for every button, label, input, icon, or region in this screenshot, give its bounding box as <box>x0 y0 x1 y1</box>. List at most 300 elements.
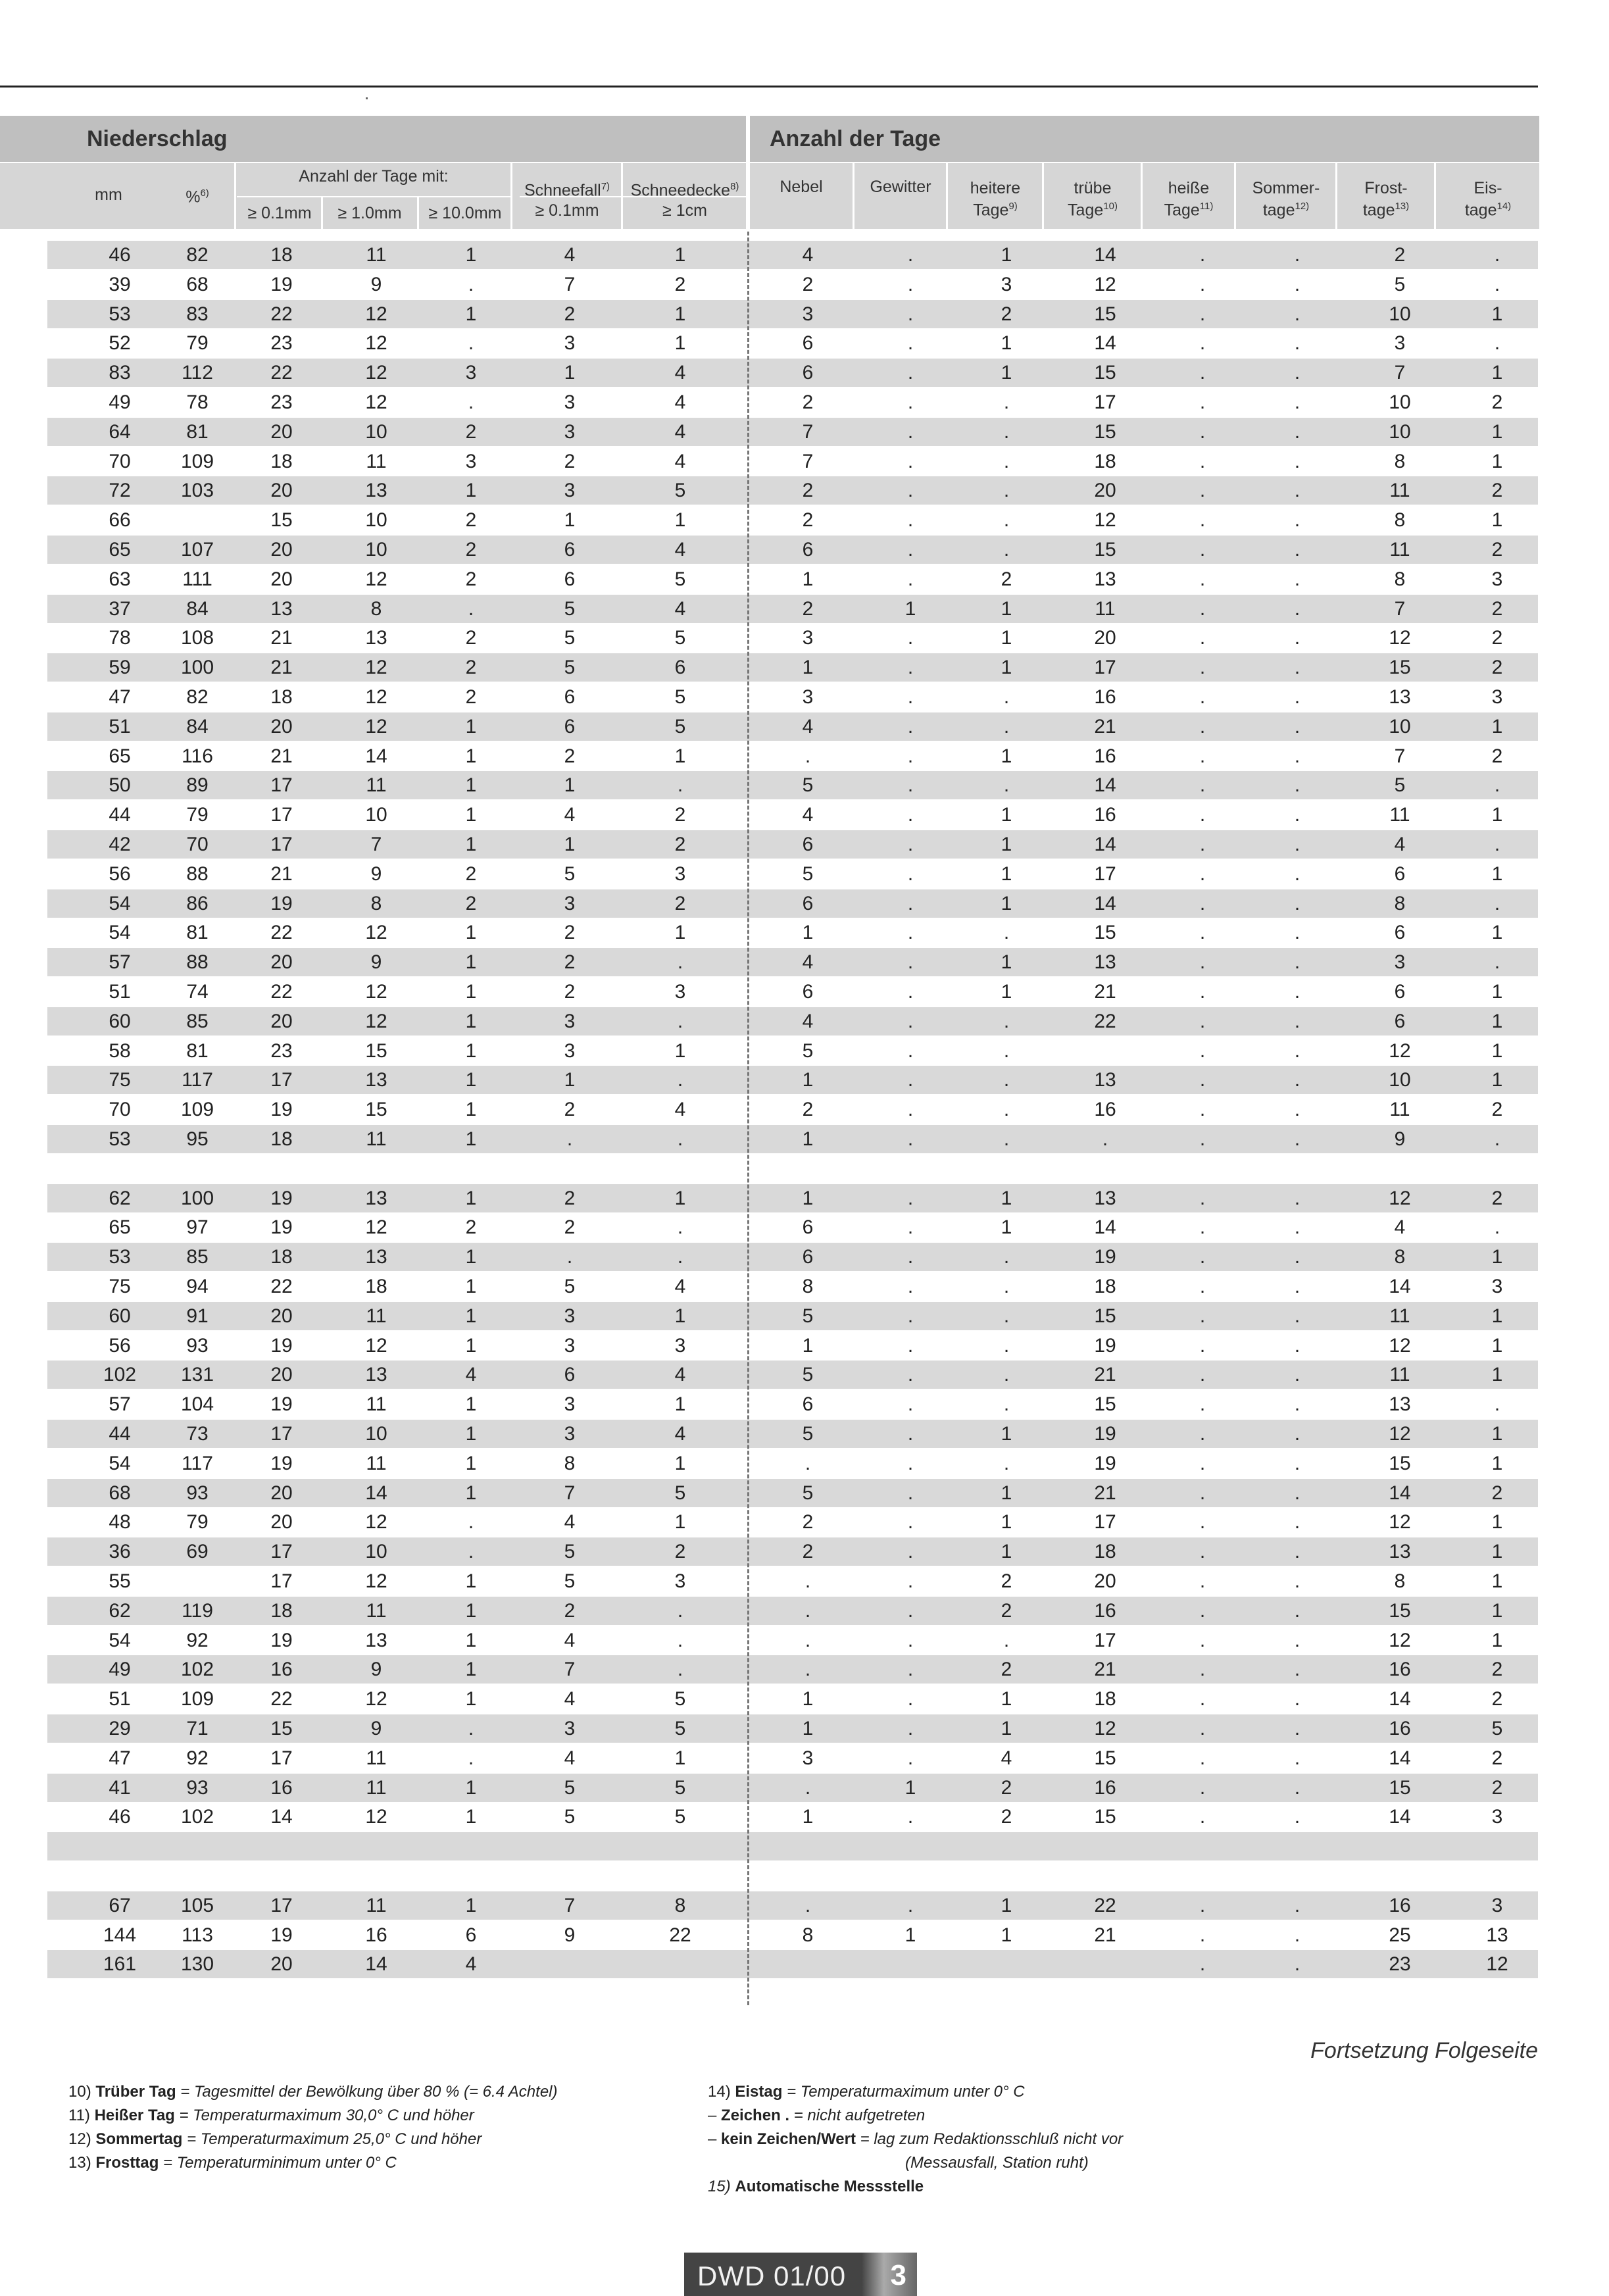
cell-schneefall: 4 <box>564 804 576 826</box>
cell-mm: 47 <box>109 686 131 708</box>
cell-frosttage: 10 <box>1389 420 1411 443</box>
col-schneefall: Schneefall$^{7)}$ <box>524 181 610 200</box>
cell-pct: 111 <box>182 568 212 590</box>
cell-nebel: 4 <box>802 804 814 826</box>
cell-truebe: 18 <box>1094 450 1116 472</box>
cell-sommertage: . <box>1294 1718 1300 1739</box>
cell-gewitter: . <box>907 1099 914 1121</box>
cell-eistage: 2 <box>1491 1776 1503 1799</box>
cell-heitere: 2 <box>1001 568 1012 590</box>
cell-ge01: 16 <box>270 1776 293 1799</box>
footnote-12: 12) Sommertag = Temperaturmaximum 25,0° C und höher <box>68 2130 482 2148</box>
table-row <box>47 536 1538 564</box>
cell-schneefall: 4 <box>564 1511 576 1534</box>
cell-eistage: 3 <box>1491 1276 1503 1297</box>
cell-gewitter: . <box>907 951 914 974</box>
cell-heisse: . <box>1199 303 1206 325</box>
cell-nebel: 3 <box>802 1747 814 1769</box>
cell-gewitter: . <box>907 804 914 826</box>
table-row <box>47 860 1538 888</box>
cell-sommertage: . <box>1294 1599 1300 1622</box>
cell-sommertage: . <box>1294 1128 1300 1150</box>
cell-sommertage: . <box>1294 362 1300 384</box>
cell-truebe: 19 <box>1094 1423 1116 1445</box>
cell-frosttage: 12 <box>1389 1187 1411 1209</box>
footnote-kein-zeichen: – kein Zeichen/Wert = lag zum Redaktionsschluß nicht vor <box>708 2130 1124 2148</box>
cell-truebe: 16 <box>1094 686 1116 708</box>
cell-truebe: 17 <box>1094 862 1116 885</box>
cell-ge10: 12 <box>365 1010 387 1032</box>
cell-schneedecke: 22 <box>669 1924 691 1946</box>
cell-heisse: . <box>1199 1423 1206 1445</box>
cell-mm: 60 <box>109 1305 131 1327</box>
cell-heisse: . <box>1199 1039 1206 1062</box>
cell-ge01: 20 <box>270 715 293 737</box>
table-row <box>47 1360 1538 1389</box>
cell-sommertage: . <box>1294 539 1300 561</box>
cell-schneedecke: 2 <box>674 804 686 826</box>
cell-truebe: 19 <box>1094 1334 1116 1357</box>
cell-mm: 41 <box>109 1776 131 1799</box>
cell-truebe: 15 <box>1094 362 1116 384</box>
table-row <box>47 1213 1538 1241</box>
table-row <box>47 300 1538 328</box>
cell-ge10: 9 <box>370 951 382 974</box>
cell-frosttage: 7 <box>1394 362 1406 384</box>
cell-schneefall: 1 <box>564 362 576 384</box>
cell-gewitter: . <box>907 1718 914 1739</box>
cell-heisse: . <box>1199 1364 1206 1386</box>
cell-nebel: . <box>804 1776 811 1799</box>
cell-ge100: 2 <box>465 1216 477 1239</box>
cell-ge10: 12 <box>365 1688 387 1710</box>
badge-fade <box>862 2253 917 2296</box>
cell-ge01: 19 <box>270 1099 293 1121</box>
cell-heitere: 1 <box>1001 804 1012 826</box>
cell-nebel: 5 <box>802 1423 814 1445</box>
cell-ge01: 23 <box>270 391 293 413</box>
cell-sommertage: . <box>1294 657 1300 679</box>
cell-ge01: 23 <box>270 1039 293 1062</box>
cell-mm: 75 <box>109 1276 131 1297</box>
cell-gewitter: . <box>907 450 914 472</box>
cell-truebe: 20 <box>1094 1570 1116 1592</box>
cell-frosttage: 8 <box>1394 1570 1406 1592</box>
cell-frosttage: 12 <box>1389 1629 1411 1651</box>
table-row <box>47 1095 1538 1124</box>
cell-frosttage: 11 <box>1389 1364 1410 1386</box>
cell-heitere: . <box>1003 1039 1010 1062</box>
cell-eistage: 1 <box>1491 450 1503 472</box>
cell-heitere: 1 <box>1001 834 1012 855</box>
cell-heisse: . <box>1199 1541 1206 1563</box>
cell-eistage: 2 <box>1491 1482 1503 1504</box>
cell-truebe: 12 <box>1094 509 1116 532</box>
table-row <box>47 1685 1538 1713</box>
cell-ge10: 18 <box>365 1276 387 1297</box>
cell-nebel: 2 <box>802 1541 814 1563</box>
cell-heisse: . <box>1199 362 1206 384</box>
cell-schneefall: 1 <box>564 509 576 532</box>
cell-sommertage: . <box>1294 1806 1300 1828</box>
cell-heisse: . <box>1199 1276 1206 1297</box>
cell-nebel: 1 <box>802 1069 814 1091</box>
cell-schneedecke: 4 <box>674 362 686 384</box>
table-row <box>47 565 1538 593</box>
cell-schneefall: 9 <box>564 1924 576 1946</box>
cell-eistage: 2 <box>1491 1688 1503 1710</box>
cell-nebel: 1 <box>802 568 814 590</box>
cell-pct: 84 <box>186 597 209 620</box>
cell-ge01: 17 <box>270 804 293 826</box>
cell-gewitter: . <box>907 303 914 325</box>
cell-ge10: 12 <box>365 657 387 679</box>
cell-eistage: 2 <box>1491 391 1503 413</box>
cell-mm: 53 <box>109 1128 131 1150</box>
cell-frosttage: 7 <box>1394 597 1406 620</box>
cell-pct: 94 <box>186 1276 209 1297</box>
cell-frosttage: 9 <box>1394 1128 1406 1150</box>
cell-frosttage: 10 <box>1389 1069 1411 1091</box>
cell-sommertage: . <box>1294 1099 1300 1121</box>
cell-heisse: . <box>1199 332 1206 355</box>
cell-sommertage: . <box>1294 922 1300 944</box>
cell-pct: 117 <box>182 1452 213 1474</box>
col-ge01: ≥ 0.1mm <box>247 204 312 222</box>
cell-heisse: . <box>1199 892 1206 914</box>
niederschlag-title: Niederschlag <box>87 126 228 151</box>
cell-truebe: 19 <box>1094 1246 1116 1268</box>
cell-nebel: 1 <box>802 1718 814 1739</box>
cell-frosttage: 6 <box>1394 1010 1406 1032</box>
cell-sommertage: . <box>1294 450 1300 472</box>
cell-eistage: 3 <box>1491 1894 1503 1916</box>
cell-heitere: 1 <box>1001 1216 1012 1239</box>
cell-schneefall: . <box>566 1246 573 1268</box>
cell-ge100: 1 <box>465 1659 477 1681</box>
cell-eistage: . <box>1494 892 1500 914</box>
cell-mm: 46 <box>109 244 131 266</box>
table-row <box>47 1272 1538 1301</box>
cell-gewitter: 1 <box>904 1924 916 1946</box>
cell-nebel: 4 <box>802 715 814 737</box>
col-schneedecke: Schneedecke$^{8)}$ <box>630 181 739 200</box>
cell-frosttage: 5 <box>1394 774 1406 797</box>
cell-heitere: 2 <box>1001 1659 1012 1681</box>
cell-truebe: 21 <box>1094 1924 1116 1946</box>
cell-eistage: 1 <box>1491 1246 1503 1268</box>
cell-mm: 57 <box>109 951 131 974</box>
cell-ge100: 1 <box>465 951 477 974</box>
cell-schneedecke: 5 <box>674 1718 686 1739</box>
cell-ge100: . <box>468 1541 474 1563</box>
cell-nebel: 5 <box>802 1305 814 1327</box>
table-row <box>47 329 1538 357</box>
cell-frosttage: 8 <box>1394 1246 1406 1268</box>
cell-truebe: 17 <box>1094 391 1116 413</box>
cell-mm: 44 <box>109 804 131 826</box>
cell-schneefall: 3 <box>564 480 576 502</box>
cell-eistage: 2 <box>1491 1187 1503 1209</box>
cell-pct: 79 <box>186 804 209 826</box>
cell-ge01: 17 <box>270 834 293 855</box>
cell-heitere: 1 <box>1001 1894 1012 1916</box>
cell-eistage: 5 <box>1491 1718 1503 1739</box>
cell-mm: 56 <box>109 1334 131 1357</box>
footnote-13: 13) Frosttag = Temperaturminimum unter 0° C <box>68 2154 397 2172</box>
cell-ge100: 1 <box>465 981 477 1003</box>
cell-mm: 57 <box>109 1393 131 1416</box>
cell-mm: 102 <box>103 1364 137 1386</box>
cell-heitere: 2 <box>1001 1570 1012 1592</box>
cell-pct: 81 <box>186 1039 209 1062</box>
cell-gewitter: . <box>907 1659 914 1681</box>
table-row <box>47 1125 1538 1153</box>
cell-schneefall: 7 <box>564 273 576 295</box>
table-row <box>47 771 1538 799</box>
cell-truebe: 14 <box>1094 1216 1116 1239</box>
continuation-note: Fortsetzung Folgeseite <box>1310 2038 1538 2063</box>
cell-nebel: . <box>804 745 811 767</box>
cell-gewitter: . <box>907 1128 914 1150</box>
cell-sommertage: . <box>1294 1776 1300 1799</box>
cell-heisse: . <box>1199 244 1206 266</box>
footnote-15: 15) Automatische Messstelle <box>708 2178 924 2195</box>
cell-ge10: 11 <box>366 1599 387 1622</box>
cell-eistage: 1 <box>1491 1039 1503 1062</box>
cell-nebel: 5 <box>802 1039 814 1062</box>
cell-ge10: 11 <box>366 1894 387 1916</box>
table-row <box>47 1921 1538 1949</box>
cell-frosttage: 11 <box>1389 1305 1410 1327</box>
col-gewitter: Gewitter <box>870 178 931 196</box>
table-row <box>47 1066 1538 1094</box>
cell-ge100: 1 <box>465 1688 477 1710</box>
cell-ge10: 8 <box>370 892 382 914</box>
cell-gewitter: . <box>907 509 914 532</box>
cell-ge01: 17 <box>270 1541 293 1563</box>
cell-frosttage: 3 <box>1394 951 1406 974</box>
cell-pct: 107 <box>180 539 214 561</box>
cell-sommertage: . <box>1294 892 1300 914</box>
cell-ge10: 13 <box>365 1187 387 1209</box>
cell-eistage: 1 <box>1491 1364 1503 1386</box>
cell-heisse: . <box>1199 922 1206 944</box>
cell-schneedecke: . <box>677 1629 683 1651</box>
cell-schneedecke: 5 <box>674 480 686 502</box>
cell-ge01: 19 <box>270 892 293 914</box>
cell-heisse: . <box>1199 420 1206 443</box>
cell-mm: 46 <box>109 1806 131 1828</box>
cell-frosttage: 15 <box>1389 1452 1411 1474</box>
cell-heitere: 4 <box>1001 1747 1012 1769</box>
cell-gewitter: . <box>907 1276 914 1297</box>
cell-ge100: 1 <box>465 774 477 797</box>
cell-schneefall: 2 <box>564 1599 576 1622</box>
table-row <box>47 1184 1538 1212</box>
cell-truebe: 15 <box>1094 303 1116 325</box>
cell-pct: 95 <box>186 1128 209 1150</box>
cell-ge10: 12 <box>365 1806 387 1828</box>
cell-nebel: 7 <box>802 450 814 472</box>
cell-nebel: 3 <box>802 627 814 649</box>
cell-pct: 82 <box>186 686 209 708</box>
footer-label: DWD 01/00 <box>697 2260 847 2291</box>
cell-eistage: 2 <box>1491 1659 1503 1681</box>
cell-frosttage: 16 <box>1389 1659 1411 1681</box>
cell-ge01: 20 <box>270 1364 293 1386</box>
cell-sommertage: . <box>1294 597 1300 620</box>
col-mm: mm <box>95 186 122 204</box>
cell-truebe: 16 <box>1094 804 1116 826</box>
cell-frosttage: 14 <box>1389 1806 1411 1828</box>
cell-pct: 93 <box>186 1776 209 1799</box>
cell-schneedecke: 5 <box>674 686 686 708</box>
cell-ge100: 6 <box>465 1924 477 1946</box>
cell-ge100: 2 <box>465 539 477 561</box>
cell-ge01: 19 <box>270 1216 293 1239</box>
cell-ge10: 13 <box>365 1069 387 1091</box>
cell-sommertage: . <box>1294 391 1300 413</box>
table-row <box>47 712 1538 741</box>
cell-eistage: 2 <box>1491 1747 1503 1769</box>
cell-pct: 68 <box>186 273 209 295</box>
cell-heisse: . <box>1199 834 1206 855</box>
cell-sommertage: . <box>1294 1924 1300 1946</box>
cell-heitere: 1 <box>1001 862 1012 885</box>
cell-sommertage: . <box>1294 1423 1300 1445</box>
cell-pct: 116 <box>182 745 213 767</box>
cell-schneedecke: 4 <box>674 597 686 620</box>
cell-mm: 51 <box>109 715 131 737</box>
cell-gewitter: . <box>907 657 914 679</box>
cell-heitere: 1 <box>1001 362 1012 384</box>
cell-mm: 63 <box>109 568 131 590</box>
cell-ge01: 22 <box>270 362 293 384</box>
cell-truebe: 15 <box>1094 539 1116 561</box>
cell-truebe: 13 <box>1094 1069 1116 1091</box>
table-row <box>47 1655 1538 1684</box>
cell-ge10: 12 <box>365 715 387 737</box>
cell-nebel: 2 <box>802 391 814 413</box>
cell-eistage: . <box>1494 951 1500 974</box>
cell-pct: 79 <box>186 332 209 355</box>
footnote-14: 14) Eistag = Temperaturmaximum unter 0° C <box>708 2083 1025 2101</box>
cell-gewitter: . <box>907 1806 914 1828</box>
cell-pct: 81 <box>186 922 209 944</box>
cell-heisse: . <box>1199 539 1206 561</box>
cell-schneefall: 5 <box>564 627 576 649</box>
cell-pct: 86 <box>186 892 209 914</box>
cell-ge100: 1 <box>465 1069 477 1091</box>
cell-sommertage: . <box>1294 1570 1300 1592</box>
table-row <box>47 1537 1538 1566</box>
cell-heisse: . <box>1199 1570 1206 1592</box>
cell-truebe: 17 <box>1094 657 1116 679</box>
cell-truebe: 14 <box>1094 774 1116 797</box>
cell-gewitter: . <box>907 1305 914 1327</box>
cell-ge100: 1 <box>465 1393 477 1416</box>
cell-eistage: 1 <box>1491 1541 1503 1563</box>
cell-schneefall: 1 <box>564 774 576 797</box>
cell-ge100: 1 <box>465 303 477 325</box>
cell-heitere: 1 <box>1001 1924 1012 1946</box>
cell-schneedecke: 6 <box>674 657 686 679</box>
cell-truebe: 13 <box>1094 951 1116 974</box>
cell-sommertage: . <box>1294 1747 1300 1769</box>
cell-ge01: 19 <box>270 1924 293 1946</box>
cell-gewitter: . <box>907 774 914 797</box>
cell-schneefall: 3 <box>564 1010 576 1032</box>
cell-nebel: 4 <box>802 951 814 974</box>
cell-ge100: 1 <box>465 244 477 266</box>
table-row <box>47 241 1538 269</box>
cell-eistage: 1 <box>1491 922 1503 944</box>
cell-ge01: 19 <box>270 1393 293 1416</box>
cell-ge10: 12 <box>365 981 387 1003</box>
cell-truebe: 18 <box>1094 1541 1116 1563</box>
cell-mm: 66 <box>109 509 131 532</box>
cell-pct: 88 <box>186 862 209 885</box>
cell-eistage: 2 <box>1491 745 1503 767</box>
table-row <box>47 388 1538 416</box>
cell-schneefall: 8 <box>564 1452 576 1474</box>
cell-eistage: 1 <box>1491 1629 1503 1651</box>
cell-mm: 64 <box>109 420 131 443</box>
cell-ge10: 10 <box>365 420 387 443</box>
cell-ge01: 22 <box>270 1276 293 1297</box>
cell-nebel: 1 <box>802 1187 814 1209</box>
cell-gewitter: . <box>907 1570 914 1592</box>
cell-frosttage: 12 <box>1389 627 1411 649</box>
cell-nebel: . <box>804 1570 811 1592</box>
cell-sommertage: . <box>1294 774 1300 797</box>
cell-frosttage: 12 <box>1389 1334 1411 1357</box>
cell-schneedecke: 4 <box>674 450 686 472</box>
cell-frosttage: 13 <box>1389 1541 1411 1563</box>
cell-eistage: 1 <box>1491 804 1503 826</box>
cell-pct: 92 <box>186 1747 209 1769</box>
cell-schneefall: 3 <box>564 1305 576 1327</box>
cell-ge01: 20 <box>270 420 293 443</box>
cell-heisse: . <box>1199 627 1206 649</box>
cell-schneefall: 1 <box>564 1069 576 1091</box>
cell-frosttage: 8 <box>1394 568 1406 590</box>
cell-pct: 85 <box>186 1246 209 1268</box>
cell-heisse: . <box>1199 1924 1206 1946</box>
cell-ge10: 13 <box>365 480 387 502</box>
cell-pct: 104 <box>180 1393 214 1416</box>
cell-ge100: 1 <box>465 1570 477 1592</box>
cell-heisse: . <box>1199 1305 1206 1327</box>
cell-ge01: 13 <box>270 597 293 620</box>
cell-schneefall: 2 <box>564 951 576 974</box>
cell-frosttage: 10 <box>1389 303 1411 325</box>
cell-heitere: 2 <box>1001 1776 1012 1799</box>
cell-gewitter: . <box>907 1511 914 1534</box>
cell-heisse: . <box>1199 273 1206 295</box>
cell-truebe: 12 <box>1094 1718 1116 1739</box>
cell-sommertage: . <box>1294 1659 1300 1681</box>
cell-schneefall: 3 <box>564 391 576 413</box>
cell-ge01: 21 <box>270 657 293 679</box>
cell-ge10: 9 <box>370 862 382 885</box>
cell-nebel: . <box>804 1599 811 1622</box>
cell-ge100: 3 <box>465 362 477 384</box>
cell-heitere: 1 <box>1001 892 1012 914</box>
cell-heisse: . <box>1199 1659 1206 1681</box>
cell-ge100: 1 <box>465 1894 477 1916</box>
